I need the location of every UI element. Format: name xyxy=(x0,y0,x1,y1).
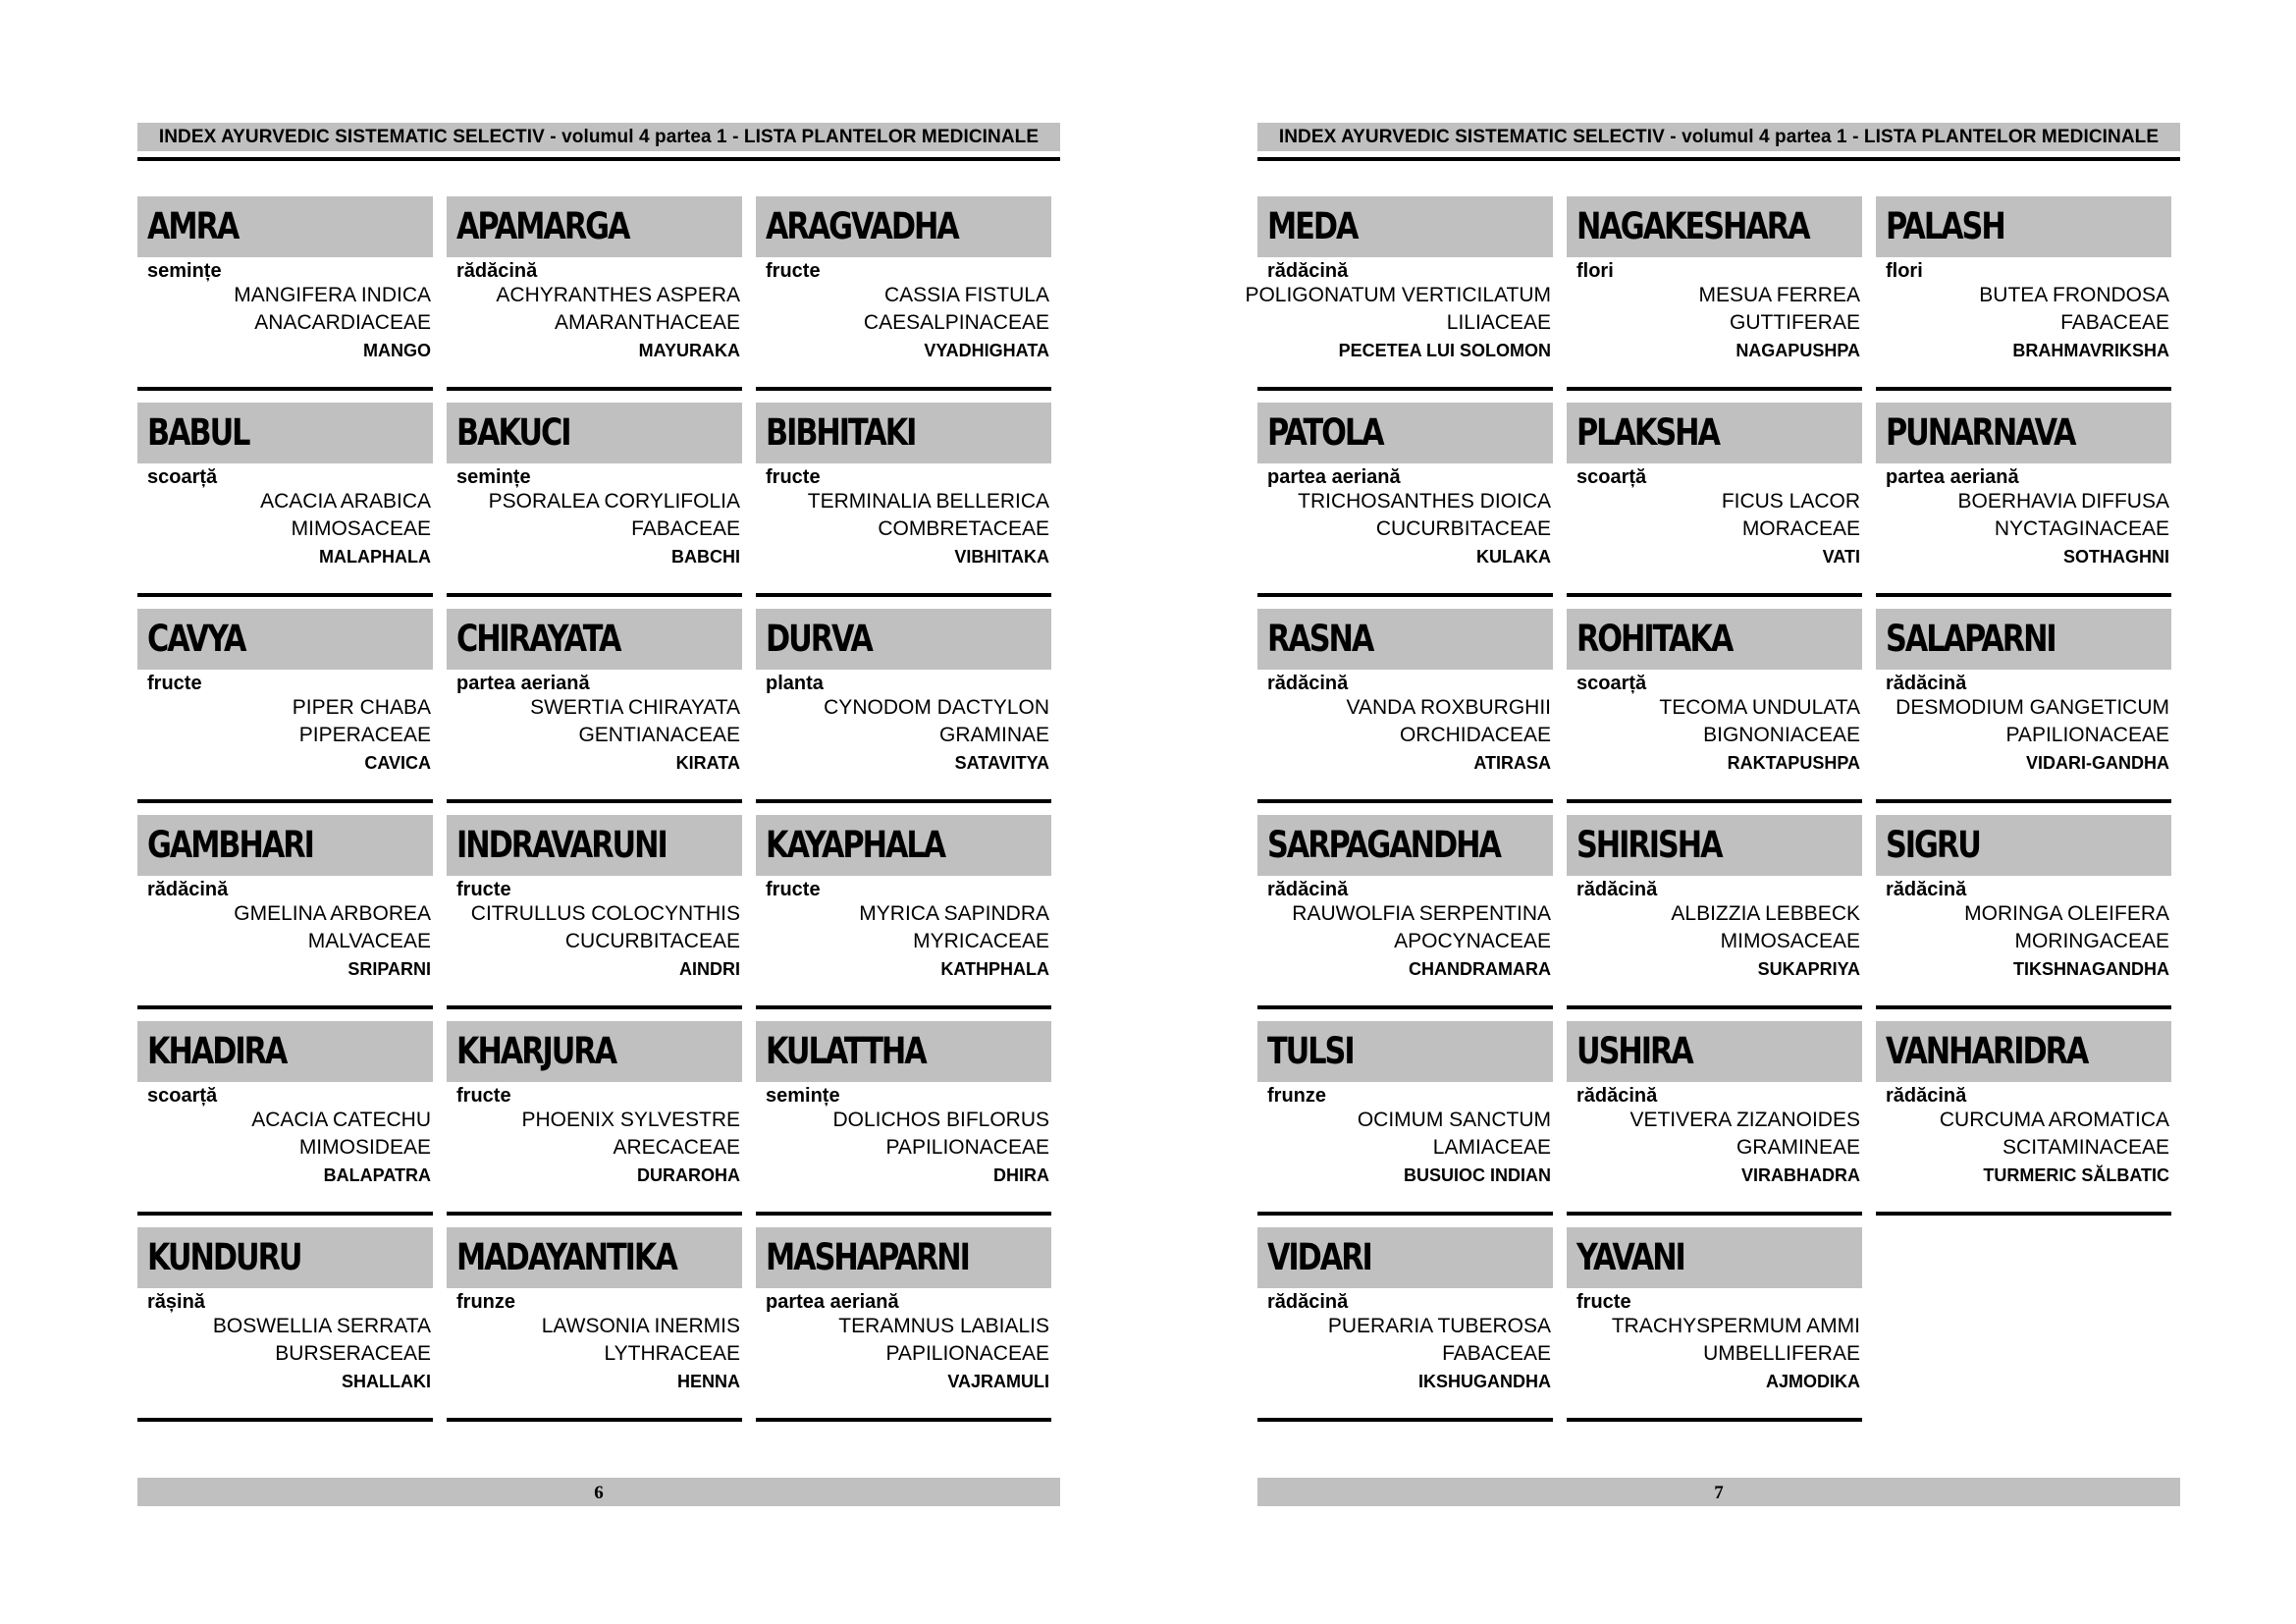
common-name: SATAVITYA xyxy=(954,753,1049,773)
plant-name: KHADIRA xyxy=(147,1030,287,1072)
plant-card xyxy=(1876,403,2171,597)
page-header: INDEX AYURVEDIC SISTEMATIC SELECTIV - volumul 4 partea 1 - LISTA PLANTELOR MEDICINALE xyxy=(1257,123,2180,151)
plant-name: APAMARGA xyxy=(456,205,629,247)
plant-family: BURSERACEAE xyxy=(275,1342,431,1365)
plant-name: AMRA xyxy=(147,205,239,247)
latin-name: POLIGONATUM VERTICILATUM xyxy=(1245,284,1551,306)
common-name: VIDARI-GANDHA xyxy=(2026,753,2169,773)
common-name: MAYURAKA xyxy=(638,341,740,360)
plant-name: KULATTHA xyxy=(766,1030,926,1072)
plant-part: fructe xyxy=(456,1085,511,1107)
plant-card xyxy=(137,196,433,391)
plant-name: ARAGVADHA xyxy=(766,205,958,247)
card-divider xyxy=(1876,799,2171,803)
plant-name: VIDARI xyxy=(1267,1236,1371,1278)
plant-card xyxy=(756,815,1051,1009)
page-number: 6 xyxy=(137,1478,1060,1506)
plant-family: SCITAMINACEAE xyxy=(2002,1136,2169,1159)
plant-part: partea aeriană xyxy=(1886,466,2019,488)
plant-name: KUNDURU xyxy=(147,1236,301,1278)
plant-card xyxy=(1567,196,1862,391)
plant-card xyxy=(137,1227,433,1422)
latin-name: BUTEA FRONDOSA xyxy=(1979,284,2169,306)
common-name: DHIRA xyxy=(993,1165,1049,1185)
plant-part: rădăcină xyxy=(1576,1085,1658,1107)
common-name: SRIPARNI xyxy=(347,959,431,979)
common-name: RAKTAPUSHPA xyxy=(1727,753,1860,773)
plant-family: PAPILIONACEAE xyxy=(885,1342,1049,1365)
plant-card xyxy=(137,815,433,1009)
common-name: TIKSHNAGANDHA xyxy=(2013,959,2169,979)
plant-card xyxy=(1257,815,1553,1009)
plant-family: FABACEAE xyxy=(631,517,740,540)
card-divider xyxy=(1567,1418,1862,1422)
plant-part: rădăcină xyxy=(1576,879,1658,900)
latin-name: BOSWELLIA SERRATA xyxy=(212,1315,431,1337)
latin-name: RAUWOLFIA SERPENTINA xyxy=(1292,902,1551,925)
plant-card xyxy=(447,403,742,597)
plant-card xyxy=(1567,815,1862,1009)
plant-card xyxy=(447,609,742,803)
card-divider xyxy=(756,1212,1051,1216)
card-divider xyxy=(1876,593,2171,597)
card-divider xyxy=(1876,387,2171,391)
common-name: PECETEA LUI SOLOMON xyxy=(1338,341,1551,360)
plant-card xyxy=(1257,1021,1553,1216)
card-divider xyxy=(756,1418,1051,1422)
plant-family: LYTHRACEAE xyxy=(604,1342,740,1365)
plant-part: rădăcină xyxy=(1886,879,1967,900)
plant-name: SALAPARNI xyxy=(1886,618,2056,660)
plant-name: MADAYANTIKA xyxy=(456,1236,676,1278)
card-divider xyxy=(1567,1212,1862,1216)
card-divider xyxy=(137,593,433,597)
plant-card xyxy=(1567,1227,1862,1422)
plant-card xyxy=(447,815,742,1009)
plant-family: UMBELLIFERAE xyxy=(1703,1342,1860,1365)
plant-card xyxy=(1876,815,2171,1009)
latin-name: PSORALEA CORYLIFOLIA xyxy=(488,490,740,513)
plant-family: MIMOSACEAE xyxy=(291,517,431,540)
plant-card xyxy=(756,1021,1051,1216)
plant-name: NAGAKESHARA xyxy=(1576,205,1809,247)
plant-family: GUTTIFERAE xyxy=(1729,311,1860,334)
plant-family: MYRICACEAE xyxy=(913,930,1049,952)
common-name: KATHPHALA xyxy=(940,959,1049,979)
latin-name: ACACIA ARABICA xyxy=(260,490,431,513)
card-divider xyxy=(1567,387,1862,391)
plant-part: rădăcină xyxy=(1886,1085,1967,1107)
plant-family: FABACEAE xyxy=(1442,1342,1551,1365)
plant-name: BAKUCI xyxy=(456,411,570,454)
plant-family: BIGNONIACEAE xyxy=(1703,724,1860,746)
plant-part: scoarță xyxy=(1576,673,1647,694)
plant-family: PAPILIONACEAE xyxy=(885,1136,1049,1159)
card-divider xyxy=(756,593,1051,597)
common-name: MANGO xyxy=(363,341,431,360)
plant-card xyxy=(1257,609,1553,803)
plant-name: USHIRA xyxy=(1576,1030,1692,1072)
plant-name: CAVYA xyxy=(147,618,245,660)
plant-card xyxy=(1567,1021,1862,1216)
plant-card xyxy=(1876,609,2171,803)
latin-name: SWERTIA CHIRAYATA xyxy=(530,696,740,719)
latin-name: ACHYRANTHES ASPERA xyxy=(496,284,740,306)
plant-name: SARPAGANDHA xyxy=(1267,824,1500,866)
common-name: MALAPHALA xyxy=(319,547,431,567)
latin-name: MESUA FERREA xyxy=(1698,284,1860,306)
card-divider xyxy=(1257,1418,1553,1422)
card-divider xyxy=(447,387,742,391)
plant-family: PAPILIONACEAE xyxy=(2005,724,2169,746)
plant-part: rădăcină xyxy=(1267,1291,1349,1313)
left-page xyxy=(137,0,1060,1624)
plant-family: APOCYNACEAE xyxy=(1394,930,1551,952)
plant-card xyxy=(1245,196,1553,391)
plant-name: MEDA xyxy=(1267,205,1358,247)
latin-name: PUERARIA TUBEROSA xyxy=(1327,1315,1551,1337)
right-page xyxy=(1245,0,2180,1624)
plant-family: ANACARDIACEAE xyxy=(254,311,431,334)
plant-name: GAMBHARI xyxy=(147,824,313,866)
plant-family: MIMOSIDEAE xyxy=(298,1136,431,1159)
plant-name: KAYAPHALA xyxy=(766,824,945,866)
plant-part: rădăcină xyxy=(1267,673,1349,694)
card-divider xyxy=(1257,799,1553,803)
plant-card xyxy=(1876,196,2171,391)
latin-name: TRICHOSANTHES DIOICA xyxy=(1298,490,1551,513)
common-name: NAGAPUSHPA xyxy=(1735,341,1860,360)
latin-name: VETIVERA ZIZANOIDES xyxy=(1629,1109,1860,1131)
latin-name: LAWSONIA INERMIS xyxy=(541,1315,740,1337)
common-name: HENNA xyxy=(676,1372,740,1391)
card-divider xyxy=(1567,1005,1862,1009)
plant-name: BIBHITAKI xyxy=(766,411,916,454)
card-divider xyxy=(1876,1005,2171,1009)
plant-part: rădăcină xyxy=(1886,673,1967,694)
common-name: AJMODIKA xyxy=(1765,1372,1860,1391)
plant-family: CUCURBITACEAE xyxy=(1375,517,1551,540)
card-divider xyxy=(137,1212,433,1216)
plant-name: INDRAVARUNI xyxy=(456,824,667,866)
common-name: DURAROHA xyxy=(637,1165,740,1185)
common-name: CHANDRAMARA xyxy=(1409,959,1551,979)
plant-family: MORINGACEAE xyxy=(2014,930,2169,952)
card-divider xyxy=(137,387,433,391)
latin-name: TERAMNUS LABIALIS xyxy=(838,1315,1049,1337)
common-name: BRAHMAVRIKSHA xyxy=(2012,341,2169,360)
plant-name: ROHITAKA xyxy=(1576,618,1733,660)
plant-family: GRAMINEAE xyxy=(1735,1136,1860,1159)
card-divider xyxy=(1567,799,1862,803)
plant-part: fructe xyxy=(766,466,821,488)
latin-name: MORINGA OLEIFERA xyxy=(1964,902,2169,925)
plant-name: YAVANI xyxy=(1576,1236,1684,1278)
plant-family: FABACEAE xyxy=(2060,311,2169,334)
card-divider xyxy=(447,1005,742,1009)
card-divider xyxy=(1257,387,1553,391)
plant-part: semințe xyxy=(147,260,222,282)
plant-card xyxy=(1567,609,1862,803)
plant-part: semințe xyxy=(766,1085,840,1107)
header-divider xyxy=(137,157,1060,161)
latin-name: TRACHYSPERMUM AMMI xyxy=(1611,1315,1860,1337)
plant-name: PLAKSHA xyxy=(1576,411,1719,454)
latin-name: OCIMUM SANCTUM xyxy=(1357,1109,1551,1131)
plant-card xyxy=(1257,403,1553,597)
common-name: VATI xyxy=(1822,547,1860,567)
card-divider xyxy=(137,1005,433,1009)
plant-family: MORACEAE xyxy=(1741,517,1860,540)
plant-card xyxy=(1257,1227,1553,1422)
plant-card xyxy=(137,403,433,597)
common-name: VIBHITAKA xyxy=(954,547,1049,567)
plant-card xyxy=(756,196,1051,391)
plant-card xyxy=(756,1227,1051,1422)
plant-family: ARECACEAE xyxy=(613,1136,740,1159)
latin-name: GMELINA ARBOREA xyxy=(234,902,431,925)
common-name: AINDRI xyxy=(679,959,740,979)
plant-family: LILIACEAE xyxy=(1446,311,1551,334)
plant-card xyxy=(137,609,433,803)
common-name: VAJRAMULI xyxy=(947,1372,1049,1391)
plant-name: CHIRAYATA xyxy=(456,618,620,660)
plant-family: GENTIANACEAE xyxy=(578,724,740,746)
header-divider xyxy=(1257,157,2180,161)
plant-card xyxy=(447,1227,742,1422)
card-divider xyxy=(756,1005,1051,1009)
common-name: VYADHIGHATA xyxy=(924,341,1049,360)
plant-part: fructe xyxy=(456,879,511,900)
plant-part: planta xyxy=(766,673,824,694)
plant-part: rădăcină xyxy=(1267,879,1349,900)
plant-part: scoarță xyxy=(147,1085,218,1107)
latin-name: BOERHAVIA DIFFUSA xyxy=(1957,490,2169,513)
plant-name: BABUL xyxy=(147,411,249,454)
plant-family: NYCTAGINACEAE xyxy=(1994,517,2169,540)
plant-family: PIPERACEAE xyxy=(298,724,431,746)
common-name: BABCHI xyxy=(671,547,740,567)
plant-part: fructe xyxy=(766,260,821,282)
latin-name: CYNODOM DACTYLON xyxy=(824,696,1049,719)
latin-name: MANGIFERA INDICA xyxy=(234,284,431,306)
latin-name: PHOENIX SYLVESTRE xyxy=(521,1109,740,1131)
plant-part: fructe xyxy=(1576,1291,1631,1313)
common-name: SUKAPRIYA xyxy=(1757,959,1860,979)
plant-part: partea aeriană xyxy=(766,1291,899,1313)
card-divider xyxy=(137,799,433,803)
latin-name: MYRICA SAPINDRA xyxy=(859,902,1049,925)
latin-name: VANDA ROXBURGHII xyxy=(1346,696,1551,719)
plant-part: rășină xyxy=(147,1291,205,1313)
plant-part: frunze xyxy=(1267,1085,1326,1107)
plant-name: RASNA xyxy=(1267,618,1373,660)
plant-family: MIMOSACEAE xyxy=(1720,930,1860,952)
latin-name: DESMODIUM GANGETICUM xyxy=(1896,696,2169,719)
latin-name: CURCUMA AROMATICA xyxy=(1939,1109,2169,1131)
plant-family: CUCURBITACEAE xyxy=(564,930,740,952)
common-name: BUSUIOC INDIAN xyxy=(1403,1165,1551,1185)
plant-part: frunze xyxy=(456,1291,515,1313)
card-divider xyxy=(447,1212,742,1216)
latin-name: PIPER CHABA xyxy=(292,696,431,719)
plant-name: PALASH xyxy=(1886,205,2004,247)
plant-family: ORCHIDACEAE xyxy=(1399,724,1551,746)
card-divider xyxy=(447,593,742,597)
latin-name: DOLICHOS BIFLORUS xyxy=(832,1109,1049,1131)
common-name: TURMERIC SĂLBATIC xyxy=(1983,1165,2169,1185)
card-divider xyxy=(1257,1212,1553,1216)
plant-name: VANHARIDRA xyxy=(1886,1030,2088,1072)
plant-part: scoarță xyxy=(147,466,218,488)
plant-name: PUNARNAVA xyxy=(1886,411,2075,454)
plant-family: CAESALPINACEAE xyxy=(863,311,1049,334)
plant-part: fructe xyxy=(766,879,821,900)
plant-card xyxy=(137,1021,433,1216)
plant-card xyxy=(1567,403,1862,597)
plant-family: LAMIACEAE xyxy=(1432,1136,1551,1159)
card-divider xyxy=(1257,1005,1553,1009)
latin-name: ACACIA CATECHU xyxy=(251,1109,431,1131)
common-name: SOTHAGHNI xyxy=(2063,547,2169,567)
latin-name: TERMINALIA BELLERICA xyxy=(807,490,1049,513)
common-name: SHALLAKI xyxy=(342,1372,431,1391)
common-name: CAVICA xyxy=(364,753,431,773)
plant-part: partea aeriană xyxy=(456,673,590,694)
plant-name: KHARJURA xyxy=(456,1030,616,1072)
plant-name: PATOLA xyxy=(1267,411,1383,454)
card-divider xyxy=(756,387,1051,391)
common-name: VIRABHADRA xyxy=(1741,1165,1860,1185)
latin-name: ALBIZZIA LEBBECK xyxy=(1671,902,1860,925)
latin-name: FICUS LACOR xyxy=(1721,490,1860,513)
plant-family: AMARANTHACEAE xyxy=(554,311,740,334)
plant-card xyxy=(756,403,1051,597)
card-divider xyxy=(447,1418,742,1422)
plant-family: GRAMINAE xyxy=(938,724,1049,746)
plant-card xyxy=(447,196,742,391)
plant-name: TULSI xyxy=(1267,1030,1354,1072)
card-divider xyxy=(1257,593,1553,597)
plant-card xyxy=(756,609,1051,803)
page-header: INDEX AYURVEDIC SISTEMATIC SELECTIV - volumul 4 partea 1 - LISTA PLANTELOR MEDICINALE xyxy=(137,123,1060,151)
plant-part: rădăcină xyxy=(456,260,538,282)
plant-card xyxy=(447,1021,742,1216)
plant-part: fructe xyxy=(147,673,202,694)
plant-name: SIGRU xyxy=(1886,824,1980,866)
plant-part: rădăcină xyxy=(1267,260,1349,282)
plant-part: flori xyxy=(1886,260,1923,282)
latin-name: CITRULLUS COLOCYNTHIS xyxy=(470,902,740,925)
common-name: BALAPATRA xyxy=(323,1165,431,1185)
card-divider xyxy=(137,1418,433,1422)
plant-name: MASHAPARNI xyxy=(766,1236,969,1278)
plant-card xyxy=(1876,1021,2171,1216)
plant-part: semințe xyxy=(456,466,531,488)
plant-family: COMBRETACEAE xyxy=(878,517,1049,540)
card-divider xyxy=(1567,593,1862,597)
plant-part: partea aeriană xyxy=(1267,466,1401,488)
common-name: KIRATA xyxy=(675,753,740,773)
plant-name: DURVA xyxy=(766,618,872,660)
plant-part: rădăcină xyxy=(147,879,229,900)
common-name: ATIRASA xyxy=(1473,753,1551,773)
latin-name: CASSIA FISTULA xyxy=(883,284,1049,306)
plant-family: MALVACEAE xyxy=(307,930,431,952)
plant-part: flori xyxy=(1576,260,1614,282)
card-divider xyxy=(1876,1212,2171,1216)
plant-part: scoarță xyxy=(1576,466,1647,488)
common-name: IKSHUGANDHA xyxy=(1418,1372,1551,1391)
card-divider xyxy=(756,799,1051,803)
common-name: KULAKA xyxy=(1476,547,1551,567)
latin-name: TECOMA UNDULATA xyxy=(1659,696,1860,719)
plant-name: SHIRISHA xyxy=(1576,824,1722,866)
card-divider xyxy=(447,799,742,803)
page-number: 7 xyxy=(1257,1478,2180,1506)
